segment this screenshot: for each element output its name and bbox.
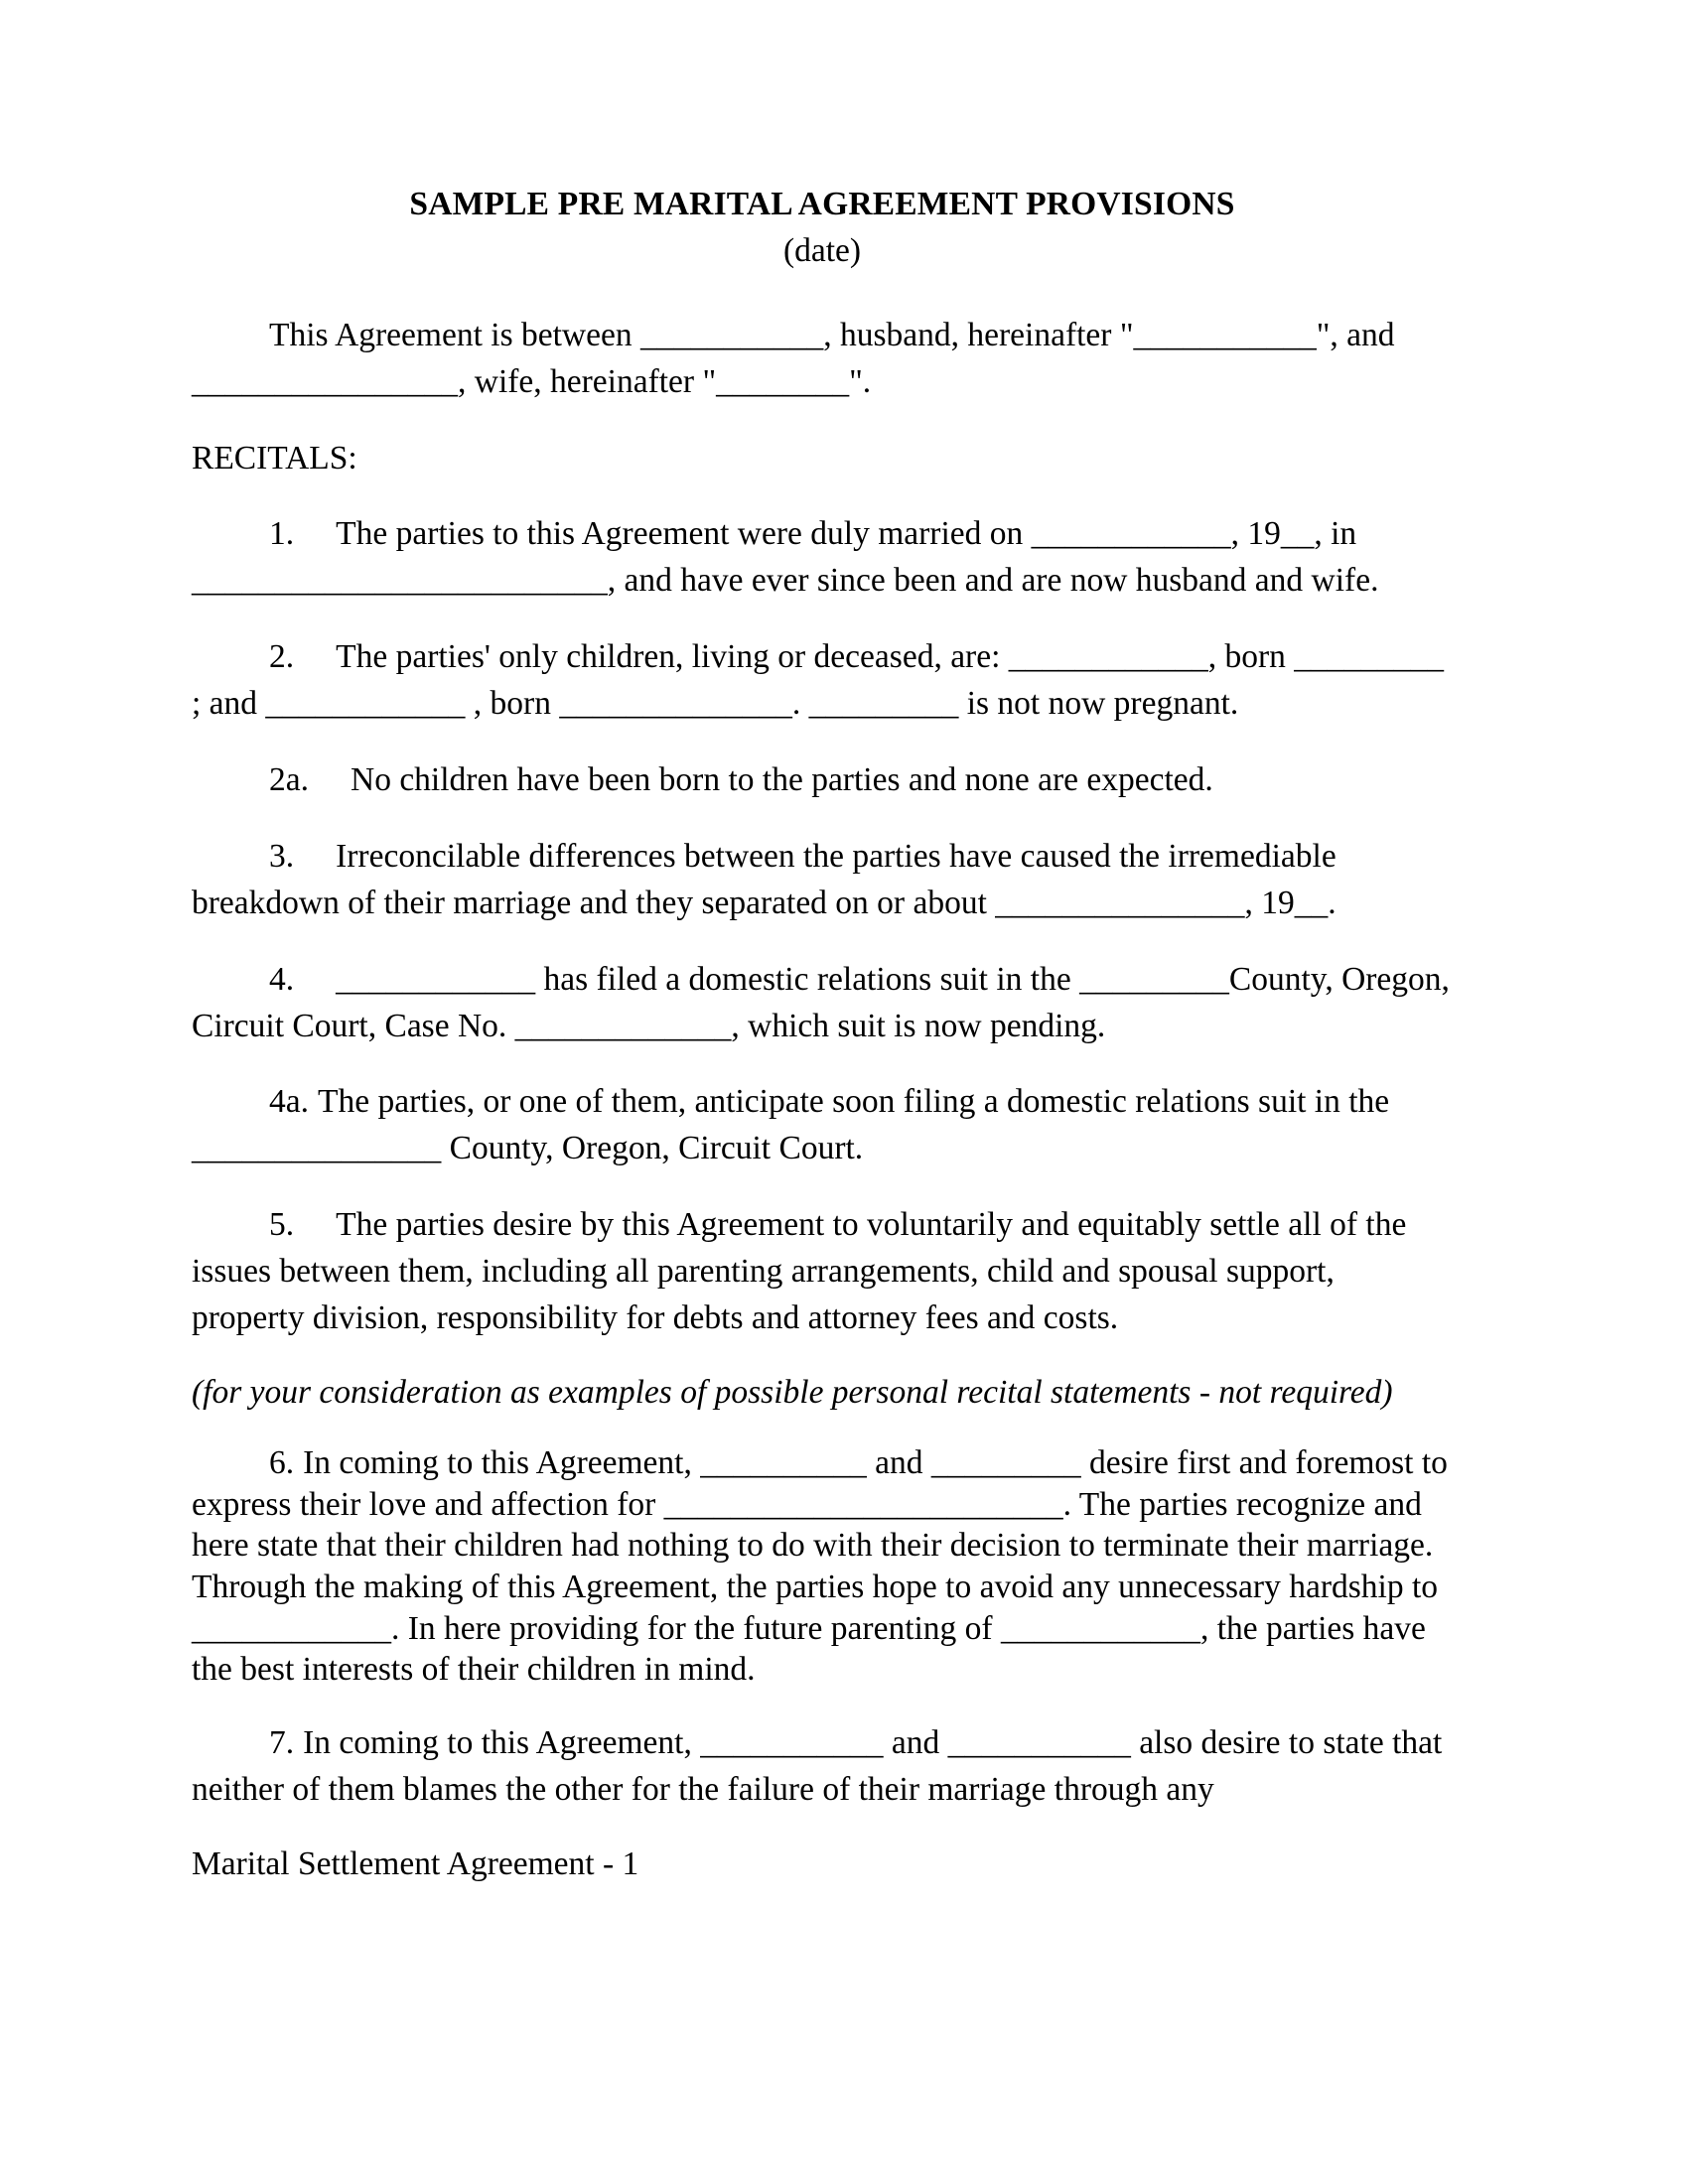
spacer: [192, 406, 1453, 436]
spacer: [192, 273, 1453, 313]
recital-item-text: ____________ has filed a domestic relations suit in the _________County, Oregon, Circuit Court, Case No. _____________, which suit is now pending.: [192, 960, 1450, 1044]
recital-item-number: 5.: [269, 1206, 295, 1244]
spacer: [192, 1813, 1453, 1843]
recital-item-2a: [192, 757, 1453, 804]
recital-item-text: The parties, or one of them, anticipate soon filing a domestic relations suit in the _______________ County, Oregon, Circuit Court.: [192, 1083, 1390, 1167]
recital-item-number: 2a.: [269, 760, 309, 798]
editorial-note: (for your consideration as examples of possible personal recital statements - not required): [192, 1373, 1393, 1411]
recital-item-number: 4.: [269, 960, 295, 998]
recital-item-7: [192, 1720, 1453, 1814]
recital-item-text: The parties' only children, living or deceased, are: ____________, born _________ ; and ____________ , born ______________. _________ is not now pregnant.: [192, 638, 1445, 723]
recital-item-number: 3.: [269, 837, 295, 875]
document-subtitle: (date): [782, 231, 862, 269]
recital-item-3: [192, 834, 1453, 927]
recital-item-6: [192, 1442, 1453, 1690]
recital-item-2: [192, 634, 1453, 728]
document-body: [192, 184, 1453, 1887]
recital-item-4: [192, 957, 1453, 1050]
recital-item-text: In coming to this Agreement, __________ and _________ desire first and foremost to express their love and affection for ________________________. The parties recognize and here state that their children had nothing to do with their decision to terminate their marriage. Through the making of this Agreement, the parties hope to avoid any unnecessary hardship to ____________. In here providing for the future parenting of ____________, the parties have the best interests of their children in mind.: [192, 1444, 1448, 1689]
recital-item-number: 2.: [269, 638, 295, 676]
recital-item-number: 6.: [269, 1444, 295, 1482]
recital-item-text: Irreconcilable differences between the parties have caused the irremediable breakdown of their marriage and they separated on or about _______________, 19__.: [192, 837, 1336, 921]
recital-item-1: [192, 511, 1453, 605]
recital-item-4a: [192, 1079, 1453, 1172]
spacer: [192, 481, 1453, 511]
recital-item-number: 7.: [269, 1723, 295, 1761]
recital-item-number: 4a.: [269, 1083, 309, 1121]
intro-paragraph: This Agreement is between ___________, husband, hereinafter "___________", and ________________, wife, hereinafter "________".: [192, 316, 1395, 400]
recital-item-number: 1.: [269, 515, 295, 553]
recitals-heading: RECITALS:: [192, 439, 357, 477]
recital-item-text: No children have been born to the parties and none are expected.: [351, 760, 1213, 798]
page-footer: Marital Settlement Agreement - 1: [192, 1845, 639, 1883]
recital-item-5: [192, 1202, 1453, 1342]
page-title: SAMPLE PRE MARITAL AGREEMENT PROVISIONS: [409, 186, 1235, 222]
recital-item-text: The parties desire by this Agreement to voluntarily and equitably settle all of the issues between them, including all parenting arrangements, child and spousal support, property division, responsibility for debts and attorney fees and costs.: [192, 1206, 1407, 1336]
recital-item-text: In coming to this Agreement, ___________ and ___________ also desire to state that neither of them blames the other for the failure of their marriage through any: [192, 1723, 1443, 1808]
recital-item-text: The parties to this Agreement were duly married on ____________, 19__, in _________________________, and have ever since been and are now husband and wife.: [192, 515, 1379, 600]
